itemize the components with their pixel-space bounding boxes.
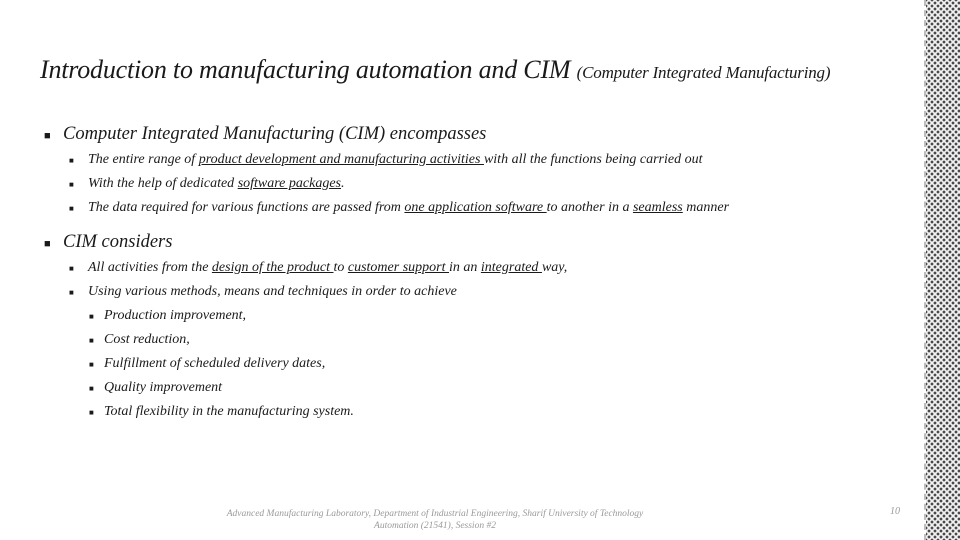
square-bullet-icon: ■ xyxy=(69,288,74,297)
bullet-text: With the help of dedicated xyxy=(88,176,238,191)
sub-bullet-text: Total flexibility in the manufacturing system. xyxy=(104,404,354,419)
bullet-text: All activities from the xyxy=(88,260,212,275)
bullet-text: with all the functions being carried out xyxy=(483,152,703,167)
underlined-text: design of the product xyxy=(211,260,334,275)
underlined-text: product development and manufacturing activities xyxy=(198,152,484,167)
bullet-text: manner xyxy=(682,200,730,215)
sub-bullet-item xyxy=(89,356,894,372)
underlined-text: software packages xyxy=(237,176,341,191)
square-bullet-icon: ■ xyxy=(69,180,74,189)
bullet-all-activities xyxy=(69,260,894,276)
bullet-using-methods xyxy=(69,284,894,300)
bullet-text: to xyxy=(333,260,348,275)
bullet-data-passed xyxy=(69,200,894,216)
bullet-text: . xyxy=(341,176,345,191)
page-number: 10 xyxy=(890,506,900,517)
square-bullet-icon: ■ xyxy=(89,384,94,393)
bullet-entire-range xyxy=(69,152,894,168)
title-main: Introduction to manufacturing automation and CIM xyxy=(40,55,577,84)
bullet-text: CIM considers xyxy=(63,232,173,252)
sub-bullet-item xyxy=(89,404,894,420)
bullet-help-software xyxy=(69,176,894,192)
square-bullet-icon: ■ xyxy=(44,238,51,250)
bullet-cim-considers xyxy=(44,230,894,254)
sub-bullet-item xyxy=(89,380,894,396)
square-bullet-icon: ■ xyxy=(69,204,74,213)
sub-bullet-item xyxy=(89,308,894,324)
underlined-text: one application software xyxy=(404,200,547,215)
bullet-cim-encompasses xyxy=(44,122,894,146)
square-bullet-icon: ■ xyxy=(69,264,74,273)
square-bullet-icon: ■ xyxy=(69,156,74,165)
title-subtitle: (Computer Integrated Manufacturing) xyxy=(576,63,831,82)
square-bullet-icon: ■ xyxy=(89,336,94,345)
sub-bullet-text: Cost reduction, xyxy=(104,332,190,347)
slide-content xyxy=(44,122,894,428)
sub-bullet-text: Quality improvement xyxy=(104,380,223,395)
bullet-text: The entire range of xyxy=(88,152,199,167)
slide-footer xyxy=(170,508,700,532)
bullet-text: in an xyxy=(449,260,481,275)
sub-bullet-text: Production improvement, xyxy=(104,308,247,323)
square-bullet-icon: ■ xyxy=(89,360,94,369)
square-bullet-icon: ■ xyxy=(89,312,94,321)
bullet-text: way, xyxy=(541,260,568,275)
bullet-text: to another in a xyxy=(546,200,633,215)
bullet-text: Computer Integrated Manufacturing (CIM) encompasses xyxy=(63,124,487,144)
underlined-text: customer support xyxy=(347,260,449,275)
square-bullet-icon: ■ xyxy=(44,130,51,142)
footer-line-2: Automation (21541), Session #2 xyxy=(374,521,496,531)
slide-title xyxy=(40,55,920,85)
bullet-text: Using various methods, means and techniques in order to achieve xyxy=(88,284,457,299)
sub-bullet-item xyxy=(89,332,894,348)
square-bullet-icon: ■ xyxy=(89,408,94,417)
bullet-text: The data required for various functions are passed from xyxy=(88,200,405,215)
underlined-text: integrated xyxy=(480,260,542,275)
footer-line-1: Advanced Manufacturing Laboratory, Department of Industrial Engineering, Sharif University of Technology xyxy=(226,509,644,519)
underlined-text: seamless xyxy=(632,200,683,215)
sub-bullet-text: Fulfillment of scheduled delivery dates, xyxy=(104,356,326,371)
decorative-dotted-border xyxy=(926,0,960,540)
